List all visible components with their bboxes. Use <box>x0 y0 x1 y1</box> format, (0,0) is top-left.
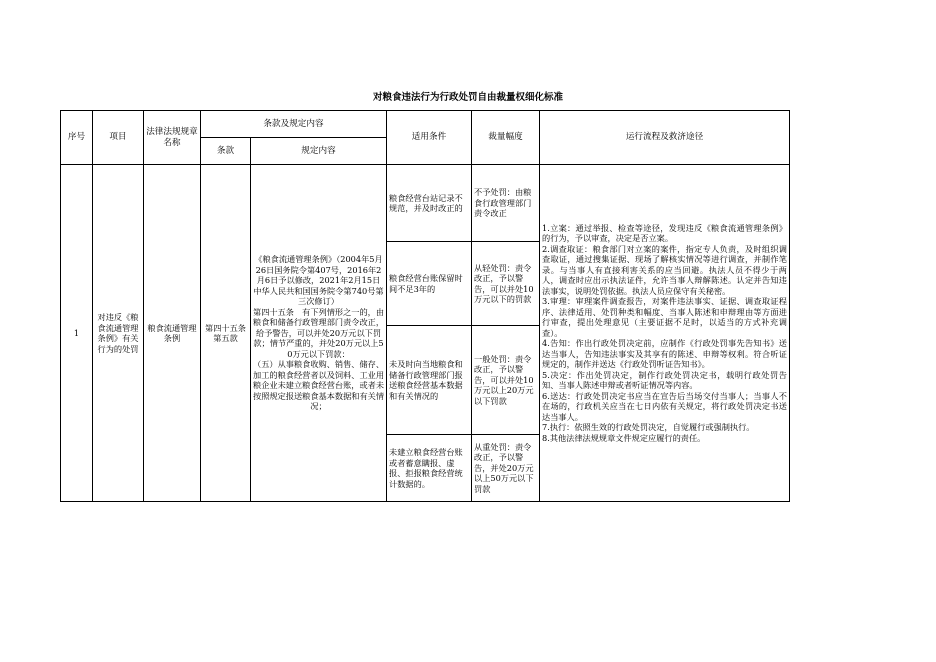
header-flow: 运行流程及救济途径 <box>540 111 790 165</box>
condition-cell: 未及时向当地粮食和储备行政管理部门报送粮食经营基本数据和有关情况的 <box>387 326 472 435</box>
header-law-name: 法律法规规章名称 <box>144 111 201 165</box>
header-item: 项目 <box>93 111 144 165</box>
header-content: 规定内容 <box>251 138 387 165</box>
header-clause-group: 条款及规定内容 <box>201 111 387 138</box>
flow-step: 8.其他法律法规规章文件规定应履行的责任。 <box>542 432 706 443</box>
penalty-standard-table <box>60 110 790 502</box>
header-range: 裁量幅度 <box>472 111 540 165</box>
header-seq: 序号 <box>61 111 93 165</box>
header-clause: 条款 <box>201 138 251 165</box>
header-condition: 适用条件 <box>387 111 472 165</box>
flow-step: 3.审理：审理案件调查报告，对案件违法事实、证据、调查取证程序、法律适用、处罚种类和幅度、当事人陈述和申辩理由等方面进行审查，提出处理意见（主要证据不足时，以适当的方式补充调查）。 <box>542 296 787 338</box>
flow-cell <box>540 165 790 502</box>
flow-step: 1.立案：通过举报、检查等途径，发现违反《粮食流通管理条例》的行为，予以审查，决定是否立案。 <box>542 222 787 244</box>
range-cell: 一般处罚：责令改正，予以警告，可以并处10万元以上20万元以下罚款 <box>472 326 540 435</box>
condition-cell: 未建立粮食经营台账或者蓄意瞒报、虚报、拒报粮食经营统计数据的。 <box>387 435 472 502</box>
flow-step: 2.调查取证：粮食部门对立案的案件，指定专人负责，及时组织调查取证，通过搜集证据、现场了解核实情况等进行调查，并制作笔录。与当事人有直接利害关系的应当回避。执法人员不得少于两人，调查时应出示执法证件，允许当事人辩解陈述。认定并告知违法事实，说明处罚依据。执法人员应保守有关秘密。 <box>542 243 787 296</box>
page-title: 对粮食违法行为行政处罚自由裁量权细化标准 <box>372 92 563 103</box>
range-cell: 从轻处罚：责令改正，予以警告，可以并处10万元以下的罚款 <box>472 242 540 326</box>
flow-step: 7.执行：依照生效的行政处罚决定，自觉履行或强制执行。 <box>542 422 755 433</box>
row-seq: 1 <box>61 165 93 502</box>
flow-step: 5.决定：作出处罚决定，制作行政处罚决定书，载明行政处罚告知、当事人陈述申辩或者听证情况等内容。 <box>542 369 787 391</box>
condition-cell: 粮食经营台账保留时间不足3年的 <box>387 242 472 326</box>
row-law-name: 粮食流通管理条例 <box>144 165 201 502</box>
range-cell: 不予处罚：由粮食行政管理部门责令改正 <box>472 165 540 242</box>
condition-cell: 粮食经营台站记录不规范，并及时改正的 <box>387 165 472 242</box>
flow-step: 4.告知：作出行政处罚决定前，应制作《行政处罚事先告知书》送达当事人，告知违法事实及其享有的陈述、申辩等权利。符合听证规定的，制作并送达《行政处罚听证告知书》。 <box>542 338 787 370</box>
flow-step: 6.送达：行政处罚决定书应当在宣告后当场交付当事人；当事人不在场的，行政机关应当在七日内依有关规定，将行政处罚决定书送达当事人。 <box>542 390 787 422</box>
row-clause: 第四十五条第五款 <box>201 165 251 502</box>
row-item: 对违反《粮食流通管理条例》有关行为的处罚 <box>93 165 144 502</box>
row-content: 《粮食流通管理条例》（2004年5月26日国务院令第407号，2016年2月6日予以修改，2021年2月15日中华人民共和国国务院令第740号第三次修订） 第四十五条 有下列情形之一的，由粮食和储备行政管理部门责令改正，给予警告，可以并处20万元以下罚款；情节严重的，并处20万元以上50万元以下罚款： （五）从事粮食收购、销售、储存、加工的粮食经营者以及饲料、工业用粮企业未建立粮食经营台账，或者未按照规定报送粮食基本数据和有关情况； <box>251 165 387 502</box>
range-cell: 从重处罚：责令改正，予以警告，并处20万元以上50万元以下罚款 <box>472 435 540 502</box>
